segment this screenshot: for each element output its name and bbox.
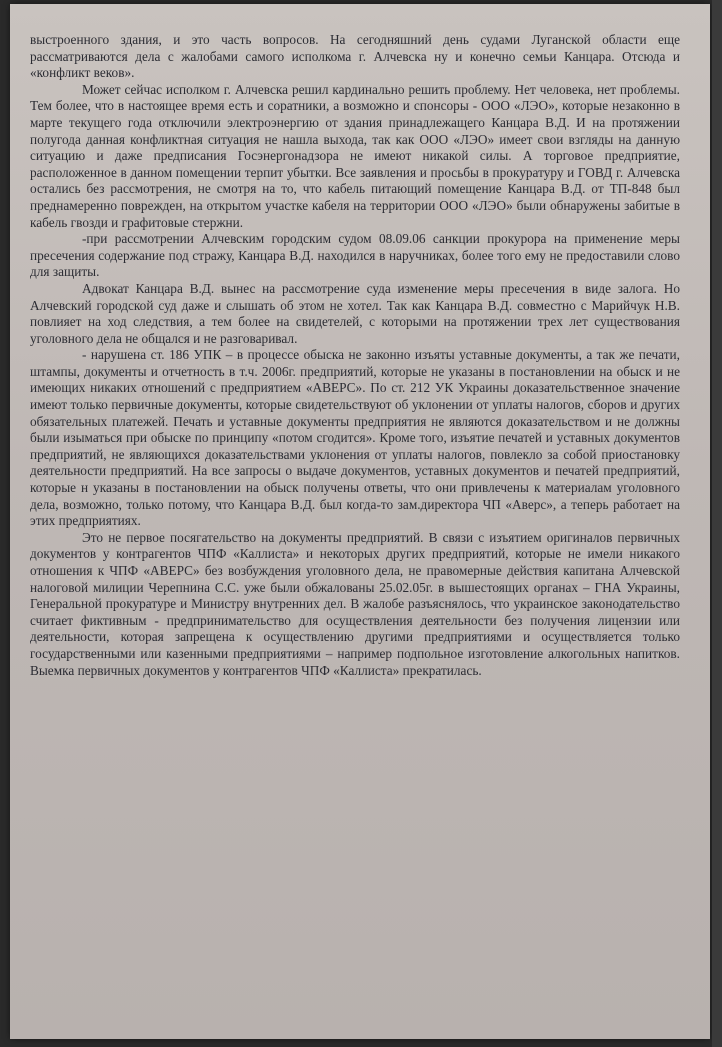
document-page [10,4,710,1039]
scan-edge [712,0,722,1047]
paragraph-2: Может сейчас исполком г. Алчевска решил кардинально решить проблему. Нет человека, нет проблемы. Тем более, что в настоящее время есть и соратники, а возможно и спонсоры - ООО «ЛЭО», которые незаконно в марте текущего года отключили электроэнергию от здания принадлежащего Канцара В.Д. И на протяжении полугода данная конфликтная ситуация не нашла выхода, так как ООО «ЛЭО» имеет свои взгляды на данную ситуацию и даже предписания Госэнергонадзора не имеют никакой силы. А торговое предприятие, расположенное в данном помещении терпит убытки. Все заявления и просьбы в прокуратуру и ГОВД г. Алчевска остались без рассмотрения, не смотря на то, что кабель питающий помещение Канцара В.Д. от ТП-848 был преднамеренно поврежден, на открытом участке кабеля на территории ООО «ЛЭО» были обнаружены забитые в кабель гвозди и графитовые стержни. [30,81,680,230]
paragraph-4: Адвокат Канцара В.Д. вынес на рассмотрение суда изменение меры пресечения в виде залога. Но Алчевский городской суд даже и слышать об этом не хотел. Так как Канцара В.Д. совместно с Марийчук Н.В. повлияет на ход следствия, а тем более на свидетелей, с которыми на протяжении трех лет существования уголовного дела не общался и не разговаривал. [30,280,680,346]
paragraph-6: Это не первое посягательство на документы предприятий. В связи с изъятием оригиналов первичных документов у контрагентов ЧПФ «Каллиста» и некоторых других предприятий, которые не имели никакого отношения к ЧПФ «АВЕРС» без возбуждения уголовного дела, не правомерные действия капитана Алчевской налоговой милиции Черепнина С.С. уже были обжалованы 25.02.05г. в вышестоящих органах – ГНА Украины, Генеральной прокуратуре и Министру внутренних дел. В жалобе разъяснялось, что украинское законодательство считает фиктивным - предпринимательство для осуществления деятельности без получения лицензии или деятельности, которая запрещена к осуществлению другими предприятиями и осуществляется только государственными или казенными предприятиями – например подпольное изготовление алкогольных напитков. Выемка первичных документов у контрагентов ЧПФ «Каллиста» прекратилась. [30,529,680,678]
document-body [30,32,680,679]
paragraph-3: -при рассмотрении Алчевским городским судом 08.09.06 санкции прокурора на применение меры пресечения содержание под стражу, Канцара В.Д. находился в наручниках, более того ему не предоставили слово для защиты. [30,231,680,280]
paragraph-5: - нарушена ст. 186 УПК – в процессе обыска не законно изъяты уставные документы, а так же печати, штампы, документы и отчетность в т.ч. 2006г. предприятий, которые не указаны в постановлении на обыск и не имеющих никаких отношений с предприятием «АВЕРС». По ст. 212 УК Украины доказательственное значение имеют только первичные документы, которые свидетельствуют об уклонении от уплаты налогов, сборов и других обязательных платежей. Печать и уставные документы предприятия не являются доказательством и не должны были изыматься при обыске по принципу «потом сгодится». Кроме того, изъятие печатей и уставных документов предприятий, не являющихся доказательствами уклонения от уплаты налогов, повлекло за собой приостановку деятельности предприятий. На все запросы о выдаче документов, уставных документов и печатей предприятий, которые н указаны в постановлении на обыск получены ответы, что они привлечены к материалам уголовного дела, возможно, только потому, что Канцара В.Д. был когда-то зам.директора ЧП «Аверс», а теперь работает на этих предприятиях. [30,347,680,529]
paragraph-1: выстроенного здания, и это часть вопросов. На сегодняшний день судами Луганской области еще рассматриваются дела с жалобами самого исполкома г. Алчевска ну и конечно семьи Канцара. Отсюда и «конфликт веков». [30,32,680,81]
